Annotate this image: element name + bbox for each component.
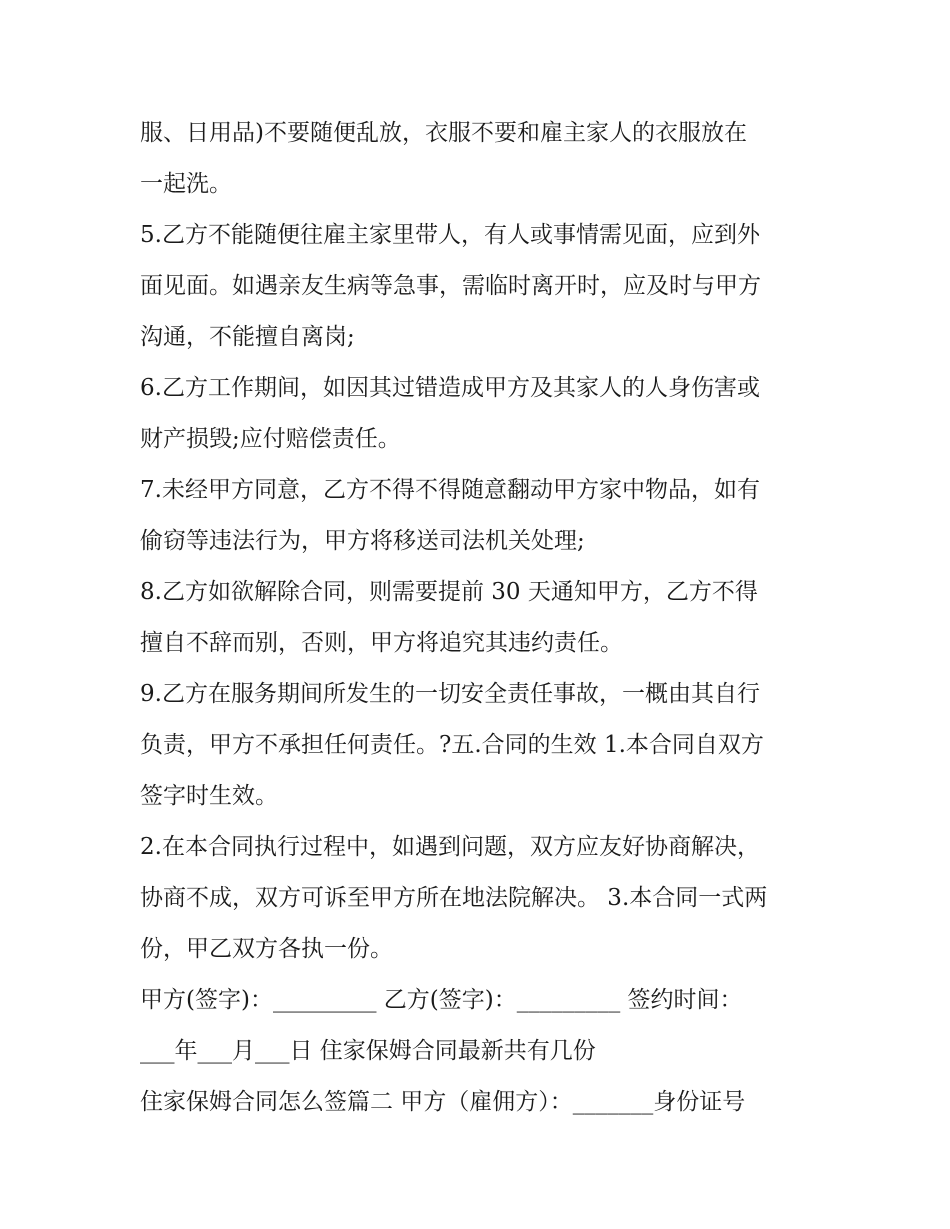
paragraph-8: 甲方(签字)：_________ 乙方(签字)：_________ 签约时间： ___年___月___日 住家保姆合同最新共有几份 xyxy=(140,987,743,1064)
paragraph-7: 2.在本合同执行过程中，如遇到问题，双方应友好协商解决， 协商不成，双方可诉至甲方所在地法院解决。 3.本合同一式两 份，甲乙双方各执一份。 xyxy=(140,834,768,962)
paragraph-5: 8.乙方如欲解除合同，则需要提前 30 天通知甲方，乙方不得 擅自不辞而别，否则，甲方将追究其违约责任。 xyxy=(140,579,758,656)
paragraph-9: 住家保姆合同怎么签篇二 甲方（雇佣方）：_______身份证号 xyxy=(140,1089,746,1115)
paragraph-3: 6.乙方工作期间，如因其过错造成甲方及其家人的人身伤害或 财产损毁;应付赔偿责任。 xyxy=(140,375,760,452)
document-page xyxy=(140,108,830,1128)
paragraph-6: 9.乙方在服务期间所发生的一切安全责任事故，一概由其自行 负责，甲方不承担任何责任。?五.合同的生效 1.本合同自双方 签字时生效。 xyxy=(140,681,764,809)
paragraph-1: 服、日用品)不要随便乱放，衣服不要和雇主家人的衣服放在 一起洗。 xyxy=(140,120,747,197)
paragraph-2: 5.乙方不能随便往雇主家里带人，有人或事情需见面，应到外 面见面。如遇亲友生病等急事，需临时离开时，应及时与甲方 沟通，不能擅自离岗; xyxy=(140,222,761,350)
paragraph-4: 7.未经甲方同意，乙方不得不得随意翻动甲方家中物品，如有 偷窃等违法行为，甲方将移送司法机关处理; xyxy=(140,477,760,554)
